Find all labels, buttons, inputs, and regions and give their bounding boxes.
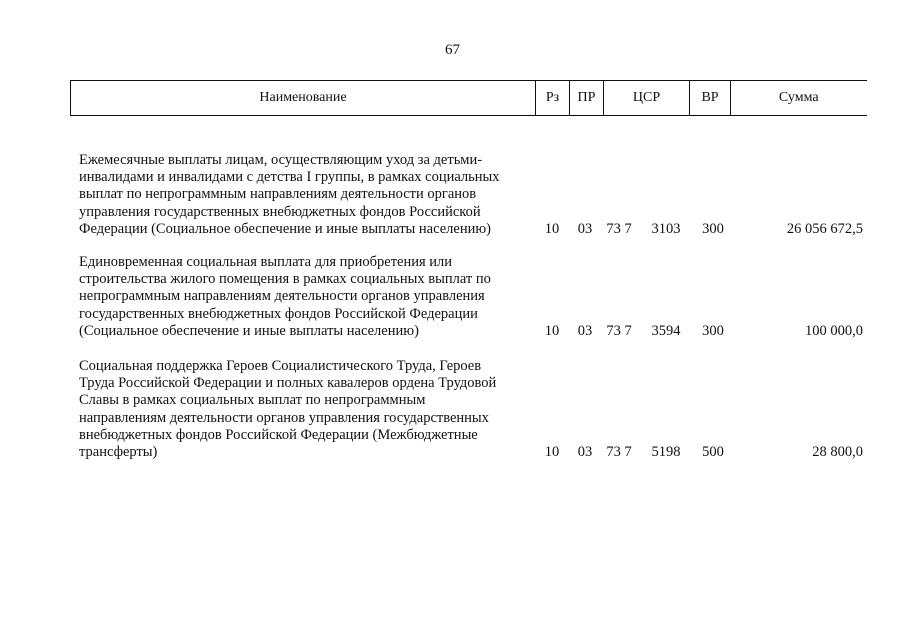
row-sum: 28 800,0 [812, 444, 863, 460]
row-name [79, 358, 519, 461]
row-name-line: Труда Российской Федерации и полных кавалеров ордена Трудовой [79, 375, 497, 392]
row-sum: 26 056 672,5 [786, 220, 863, 237]
row-vr: 300 [702, 322, 724, 339]
page-number: 67 [445, 42, 460, 58]
row-rz: 10 [544, 220, 560, 237]
row-name-line: Единовременная социальная выплата для приобретения или [79, 254, 453, 270]
row-csr-code: 5198 [651, 444, 681, 460]
row-pr: 03 [577, 322, 593, 339]
row-sum: 100 000,0 [805, 322, 863, 339]
row-csr-program: 73 7 [606, 322, 632, 339]
header-pr: ПР [570, 81, 604, 116]
row-rz: 10 [544, 322, 560, 339]
row-name-line: государственных внебюджетных фондов Российской Федерации [79, 305, 478, 322]
row-csr-program: 73 7 [606, 220, 632, 237]
row-name [79, 152, 519, 238]
header-vr: ВР [690, 81, 731, 116]
header-csr: ЦСР [604, 81, 690, 116]
row-rz: 10 [544, 444, 560, 460]
row-name-line: направлениям деятельности органов управления государственных [79, 409, 489, 426]
header-sum: Сумма [731, 81, 867, 116]
row-name-line: выплат по непрограммным направлениям деятельности органов [79, 186, 477, 203]
row-pr: 03 [577, 220, 593, 237]
row-name-line: (Социальное обеспечение и иные выплаты населению) [79, 322, 419, 339]
row-pr: 03 [577, 444, 593, 460]
row-name-line: Славы в рамках социальных выплат по непрограммным [79, 392, 426, 409]
row-csr-code: 3103 [651, 220, 681, 237]
row-csr-code: 3594 [651, 322, 681, 339]
row-name-line: управления государственных внебюджетных фондов Российской [79, 203, 481, 220]
row-csr-program: 73 7 [606, 444, 632, 460]
row-vr: 300 [702, 220, 724, 237]
row-name [79, 254, 519, 340]
row-name-line: непрограммным направлениям деятельности органов управления [79, 288, 485, 305]
row-name-line: Ежемесячные выплаты лицам, осуществляющим уход за детьми- [79, 152, 483, 168]
header-name: Наименование [71, 81, 536, 116]
row-name-line: инвалидами и инвалидами с детства I группы, в рамках социальных [79, 169, 500, 186]
row-vr: 500 [702, 444, 724, 460]
row-name-line: Федерации (Социальное обеспечение и иные выплаты населению) [79, 220, 491, 237]
row-name-line: строительства жилого помещения в рамках социальных выплат по [79, 271, 491, 288]
row-name-line: Социальная поддержка Героев Социалистического Труда, Героев [79, 358, 482, 374]
table-header [70, 80, 867, 116]
row-name-line: внебюджетных фондов Российской Федерации (Межбюджетные [79, 426, 478, 443]
header-rz: Рз [536, 81, 570, 116]
row-name-line: трансферты) [79, 444, 158, 461]
